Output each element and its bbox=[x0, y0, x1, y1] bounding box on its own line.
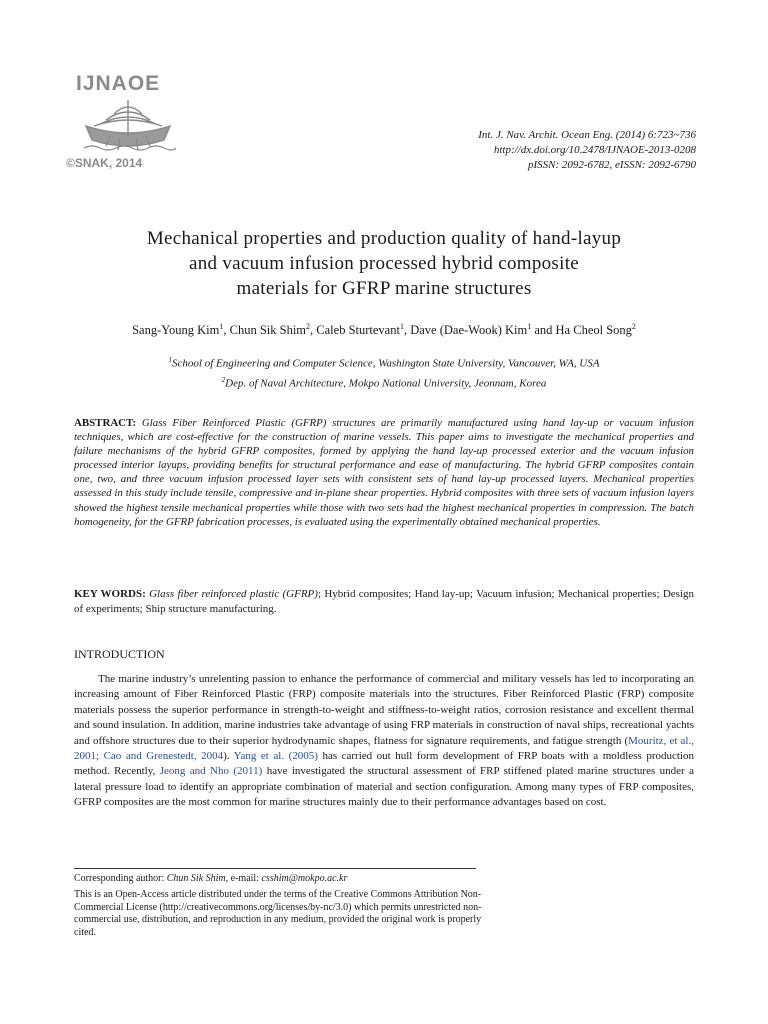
intro-text: ). bbox=[223, 750, 234, 763]
author-affiliation-mark: 2 bbox=[631, 322, 636, 331]
keywords-heading: KEY WORDS: bbox=[74, 588, 146, 600]
author-separator: , bbox=[310, 323, 317, 338]
corr-name: Chun Sik Shim bbox=[166, 873, 226, 884]
author-name: Caleb Sturtevant bbox=[316, 323, 400, 338]
author-name: Sang-Young Kim bbox=[132, 323, 220, 338]
title-line: Mechanical properties and production quality of hand-layup bbox=[146, 228, 622, 249]
affiliation-number: 2 bbox=[221, 375, 226, 384]
title-line: materials for GFRP marine structures bbox=[236, 278, 532, 299]
affiliation-text: Dep. of Naval Architecture, Mokpo National University, Jeonnam, Korea bbox=[225, 377, 547, 390]
author-affiliation-mark: 1 bbox=[527, 322, 532, 331]
abstract bbox=[74, 416, 694, 529]
author-separator: , bbox=[223, 323, 230, 338]
logo-copyright: ©SNAK, 2014 bbox=[66, 156, 143, 170]
author-list bbox=[60, 322, 708, 338]
keywords bbox=[74, 587, 694, 617]
intro-text: has carried out hull form development of FRP boats with a moldless production method. Recently, bbox=[74, 750, 694, 778]
citation-link[interactable]: Jeong and Nho (2011) bbox=[159, 765, 263, 778]
paper-title bbox=[60, 226, 708, 301]
ship-icon bbox=[80, 96, 176, 156]
journal-issn: pISSN: 2092-6782, eISSN: 2092-6790 bbox=[527, 159, 696, 171]
keywords-rest: ; Hybrid composites; Hand lay-up; Vacuum infusion; Mechanical properties; Design of experiments; Ship structure manufacturing. bbox=[74, 588, 694, 615]
author-affiliation-mark: 2 bbox=[306, 322, 311, 331]
intro-text: have investigated the structural assessment of FRP stiffened plated marine structures under a lateral pressure load to identify an appropriate combination of material and section configuration. Among many types of FRP composites, GFRP composites are the most common for marine structures mainly due to their performance advantages based on cost. bbox=[74, 765, 694, 809]
abstract-heading: ABSTRACT: bbox=[74, 417, 137, 429]
affiliation-text: School of Engineering and Computer Science, Washington State University, Vancouver, WA, USA bbox=[172, 357, 600, 370]
author-separator: and bbox=[531, 323, 556, 338]
abstract-text: Glass Fiber Reinforced Plastic (GFRP) structures are primarily manufactured using hand lay-up or vacuum infusion techniques, which are cost-effective for the construction of marine vessels. This paper aims to investigate the mechanical properties and failure mechanisms of the hybrid GFRP composites, formed by applying the hand lay-up processed exterior and the vacuum infusion processed interior layups, providing benefits for structural performance and ease of manufacturing. The hybrid GFRP composites contain one, two, and three vacuum infusion processed layer sets with consistent sets of hand lay-up processed layers. Mechanical properties assessed in this study include tensile, compressive and in-plane shear properties. Hybrid composites with three sets of vacuum infusion layers showed the highest tensile mechanical properties while those with two sets had the highest mechanical properties in compression. The batch homogeneity, for the GFRP fabrication processes, is evaluated using the experimentally obtained mechanical properties. bbox=[74, 417, 694, 528]
footnote-divider bbox=[74, 868, 476, 869]
license-note: This is an Open-Access article distributed under the terms of the Creative Commons Attribution Non-Commercial License (http://creativecommons.org/licenses/by-nc/3.0) which permits unrestricted non-commercial use, distribution, and reproduction in any medium, provided the original work is properly cited. bbox=[74, 889, 482, 938]
corr-label: Corresponding author: bbox=[74, 873, 167, 884]
author-name: Ha Cheol Song bbox=[555, 323, 632, 338]
author-affiliation-mark: 1 bbox=[219, 322, 224, 331]
corr-email[interactable]: csshim@mokpo.ac.kr bbox=[261, 873, 348, 884]
citation-link[interactable]: Yang et al. (2005) bbox=[233, 750, 318, 763]
section-heading-introduction: INTRODUCTION bbox=[74, 647, 165, 661]
author-separator: , bbox=[403, 323, 411, 338]
citation-link[interactable]: Mouritz, et al., 2001; Cao and Grenestedt, 2004 bbox=[74, 734, 694, 763]
journal-logo bbox=[62, 72, 192, 172]
affiliation-number: 1 bbox=[168, 356, 173, 364]
logo-title: IJNAOE bbox=[76, 72, 161, 95]
journal-citation: Int. J. Nav. Archit. Ocean Eng. (2014) 6:723~736 bbox=[478, 129, 696, 141]
intro-text: The marine industry’s unrelenting passion to enhance the performance of commercial and military vessels has led to incorporating an increasing amount of Fiber Reinforced Plastic (FRP) composite materials into the structures. Fiber Reinforced Plastic (FRP) composite materials possess the superior performance in strength-to-weight and stiffness-to-weight ratios, corrosion resistance and excellent thermal and sound insulation. In addition, marine industries take advantage of using FRP materials in construction of naval ships, recreational yachts and offshore structures due to their superior hydrodynamic shapes, flatness for signature requirements, and fatigue strength ( bbox=[74, 673, 694, 747]
author-affiliation-mark: 1 bbox=[399, 322, 404, 331]
title-line: and vacuum infusion processed hybrid composite bbox=[188, 253, 580, 274]
keyword-first: Glass fiber reinforced plastic (GFRP) bbox=[149, 588, 318, 600]
author-name: Chun Sik Shim bbox=[229, 323, 307, 338]
author-name: Dave (Dae-Wook) Kim bbox=[410, 323, 528, 338]
affiliation bbox=[60, 372, 708, 392]
affiliation bbox=[60, 352, 708, 372]
journal-info bbox=[478, 128, 696, 173]
journal-doi[interactable]: http://dx.doi.org/10.2478/IJNAOE-2013-0208 bbox=[493, 144, 696, 156]
introduction-paragraph bbox=[74, 672, 694, 811]
corr-mid: , e-mail: bbox=[225, 873, 262, 884]
affiliations bbox=[60, 352, 708, 391]
corresponding-author bbox=[74, 872, 347, 885]
